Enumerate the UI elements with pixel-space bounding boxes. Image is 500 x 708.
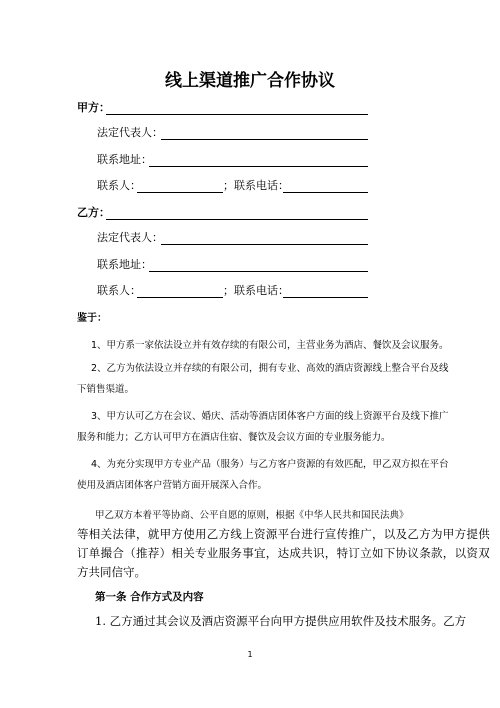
party-a-phone-label: ；联系电话： xyxy=(223,179,289,192)
party-b-phone-label: ；联系电话： xyxy=(223,284,289,297)
recital-4-line-1: 4、为充分实现甲方专业产品（服务）与乙方客户资源的有效匹配，甲乙双方拟在平台 xyxy=(91,459,449,470)
party-a-contact-line xyxy=(137,192,223,193)
article-1-item-1: 1. 乙方通过其会议及酒店资源平台向甲方提供应用软件及技术服务。乙方 xyxy=(95,614,467,628)
party-a-address-label: 联系地址： xyxy=(97,153,152,166)
party-a-label: 甲方： xyxy=(77,101,110,114)
recital-2-line-1: 2、乙方为依法设立并存续的有限公司，拥有专业、高效的酒店资源线上整合平台及线 xyxy=(91,363,449,374)
whereas-label: 鉴于： xyxy=(77,313,107,324)
party-b-contact-line xyxy=(137,297,223,298)
agreement-line-1: 甲乙双方本着平等协商、公平自愿的原则，根据《中华人民共和国民法典》 xyxy=(95,510,409,521)
party-b-legal-rep-label: 法定代表人： xyxy=(97,231,163,244)
party-b-legal-rep-line xyxy=(161,244,368,245)
party-a-phone-line xyxy=(283,192,368,193)
party-a-name-line xyxy=(106,114,368,115)
agreement-line-4: 方共同信守。 xyxy=(77,565,146,579)
article-1-title: 第一条 合作方式及内容 xyxy=(95,591,204,603)
agreement-line-2: 等相关法律，就甲方使用乙方线上资源平台进行宣传推广，以及乙方为甲方提供 xyxy=(77,527,490,541)
party-b-phone-line xyxy=(283,297,368,298)
recital-3-line-2: 服务和能力；乙方认可甲方在酒店住宿、餐饮及会议方面的专业服务能力。 xyxy=(77,432,391,443)
page-number: 1 xyxy=(247,650,253,659)
party-a-contact-label: 联系人： xyxy=(97,179,141,192)
party-b-name-line xyxy=(106,219,368,220)
party-b-contact-label: 联系人： xyxy=(97,284,141,297)
recital-3-line-1: 3、甲方认可乙方在会议、婚庆、活动等酒店团体客户方面的线上资源平台及线下推广 xyxy=(91,411,449,422)
agreement-line-3: 订单撮合（推荐）相关专业服务事宜，达成共识，特订立如下协议条款，以资双 xyxy=(77,546,490,560)
party-b-label: 乙方： xyxy=(77,206,110,219)
party-b-address-line xyxy=(149,271,368,272)
party-a-address-line xyxy=(149,166,368,167)
recital-1-line-1: 1、甲方系一家依法设立并有效存续的有限公司，主营业务为酒店、餐饮及会议服务。 xyxy=(91,340,449,351)
party-a-legal-rep-line xyxy=(161,139,368,140)
recital-4-line-2: 使用及酒店团体客户营销方面开展深入合作。 xyxy=(77,480,268,491)
party-b-address-label: 联系地址： xyxy=(97,258,152,271)
document-title: 线上渠道推广合作协议 xyxy=(165,71,335,91)
recital-2-line-2: 下销售渠道。 xyxy=(77,384,135,395)
party-a-legal-rep-label: 法定代表人： xyxy=(97,126,163,139)
